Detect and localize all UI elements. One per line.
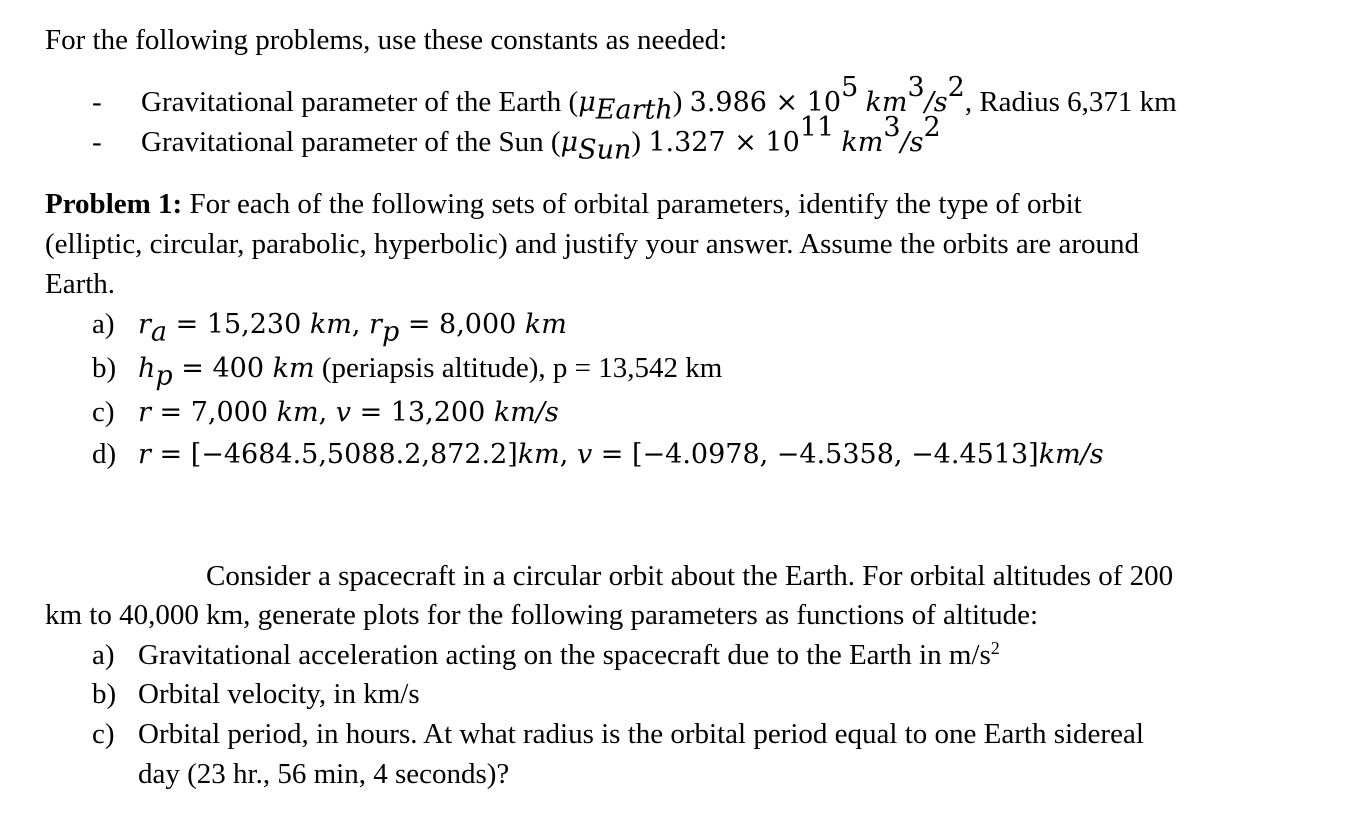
- unit-km: km: [865, 87, 908, 118]
- constant-earth-radius: , Radius 6,371 km: [964, 86, 1177, 118]
- value-r: = 7,000: [150, 397, 277, 428]
- unit-kms: km/s: [1038, 439, 1104, 470]
- problem1-item-c: [92, 394, 559, 431]
- mu-subscript: Earth: [595, 94, 673, 126]
- problem2-item-b: [92, 676, 420, 712]
- var-r: r: [369, 309, 382, 340]
- unit-km: km: [841, 127, 884, 158]
- problem2-line1: Consider a spacecraft in a circular orbit about the Earth. For orbital altitudes of 200: [206, 560, 1174, 592]
- unit-s-exp: 2: [923, 112, 941, 144]
- constant-sun: [141, 112, 941, 166]
- problem2-item-c-cont: day (23 hr., 56 min, 4 seconds)?: [138, 758, 510, 790]
- item-b-text: (periapsis altitude), p = 13,542 km: [314, 352, 723, 384]
- value-r-vector: = [−4684.5,5088.2,872.2]: [150, 439, 518, 470]
- mu-symbol: μ: [560, 127, 579, 158]
- comma: ,: [351, 309, 370, 340]
- problem1-label: Problem 1:: [45, 188, 183, 220]
- unit-km: km: [524, 309, 567, 340]
- unit-km: km: [272, 353, 315, 384]
- mu-symbol: μ: [578, 87, 596, 118]
- problem1-line3: Earth.: [45, 268, 116, 300]
- item-label: a): [92, 308, 115, 340]
- unit-s: /s: [924, 87, 948, 118]
- unit-s-exp: 2: [947, 72, 965, 104]
- unit-km: km: [276, 397, 319, 428]
- mu-subscript: Sun: [578, 134, 632, 166]
- problem1-text: For each of the following sets of orbital parameters, identify the type of orbit: [182, 188, 1082, 220]
- unit-km-exp: 3: [907, 72, 925, 104]
- item-label: b): [92, 352, 117, 384]
- value-ra: = 15,230: [167, 309, 310, 340]
- problem2-item-c: [92, 716, 1144, 752]
- item-label: d): [92, 438, 117, 470]
- problem1-item-b: [92, 350, 723, 392]
- var-r: r: [138, 397, 151, 428]
- constant-earth-exp: 5: [841, 72, 859, 104]
- value-v: = 13,200: [351, 397, 494, 428]
- unit-km-exp: 3: [883, 112, 901, 144]
- intro-text: For the following problems, use these constants as needed:: [45, 24, 728, 56]
- var-v: v: [335, 397, 351, 428]
- item-label: c): [92, 718, 115, 750]
- comma: ,: [318, 397, 336, 428]
- var-v: v: [576, 439, 593, 470]
- sub-p: p: [381, 316, 400, 348]
- var-r: r: [138, 309, 151, 340]
- comma: ,: [559, 439, 577, 470]
- problem1-line2: (elliptic, circular, parabolic, hyperbolic) and justify your answer. Assume the orbits are around: [45, 228, 1140, 260]
- item-label: b): [92, 678, 117, 710]
- constant-earth-value: 3.986 × 10: [689, 87, 842, 118]
- constant-sun-exp: 11: [799, 112, 835, 144]
- item-label: c): [92, 396, 115, 428]
- paren-close: ): [672, 86, 683, 118]
- value-hp: = 400: [172, 353, 273, 384]
- problem1-line1: [45, 186, 1082, 222]
- unit-exp: 2: [990, 638, 1000, 659]
- var-h: h: [138, 353, 156, 384]
- problem2-item-a: [92, 637, 1000, 673]
- unit-s: /s: [900, 127, 924, 158]
- item-text: Gravitational acceleration acting on the spacecraft due to the Earth in m/s: [138, 639, 991, 671]
- sub-a: a: [150, 316, 168, 348]
- item-text: Orbital period, in hours. At what radius is the orbital period equal to one Earth sidereal: [138, 718, 1144, 750]
- value-v-vector: = [−4.0978, −4.5358, −4.4513]: [592, 439, 1039, 470]
- item-label: a): [92, 639, 115, 671]
- unit-kms: km/s: [493, 397, 559, 428]
- problem1-item-a: [92, 306, 567, 348]
- problem2-line2: km to 40,000 km, generate plots for the following parameters as functions of altitude:: [45, 599, 1039, 631]
- paren-close: ): [631, 126, 642, 158]
- item-text: Orbital velocity, in km/s: [138, 678, 420, 710]
- var-r: r: [138, 439, 151, 470]
- value-rp: = 8,000: [399, 309, 525, 340]
- constant-sun-value: 1.327 × 10: [648, 127, 800, 158]
- constant-earth-label: Gravitational parameter of the Earth (: [141, 86, 579, 118]
- constant-bullet-earth: -: [92, 86, 102, 118]
- unit-km: km: [309, 309, 352, 340]
- sub-p: p: [155, 360, 173, 392]
- problem1-item-d: [92, 436, 1104, 473]
- constant-earth: [141, 72, 1177, 126]
- unit-km: km: [517, 439, 560, 470]
- constant-sun-label: Gravitational parameter of the Sun (: [141, 126, 561, 158]
- constant-bullet-sun: -: [92, 126, 102, 158]
